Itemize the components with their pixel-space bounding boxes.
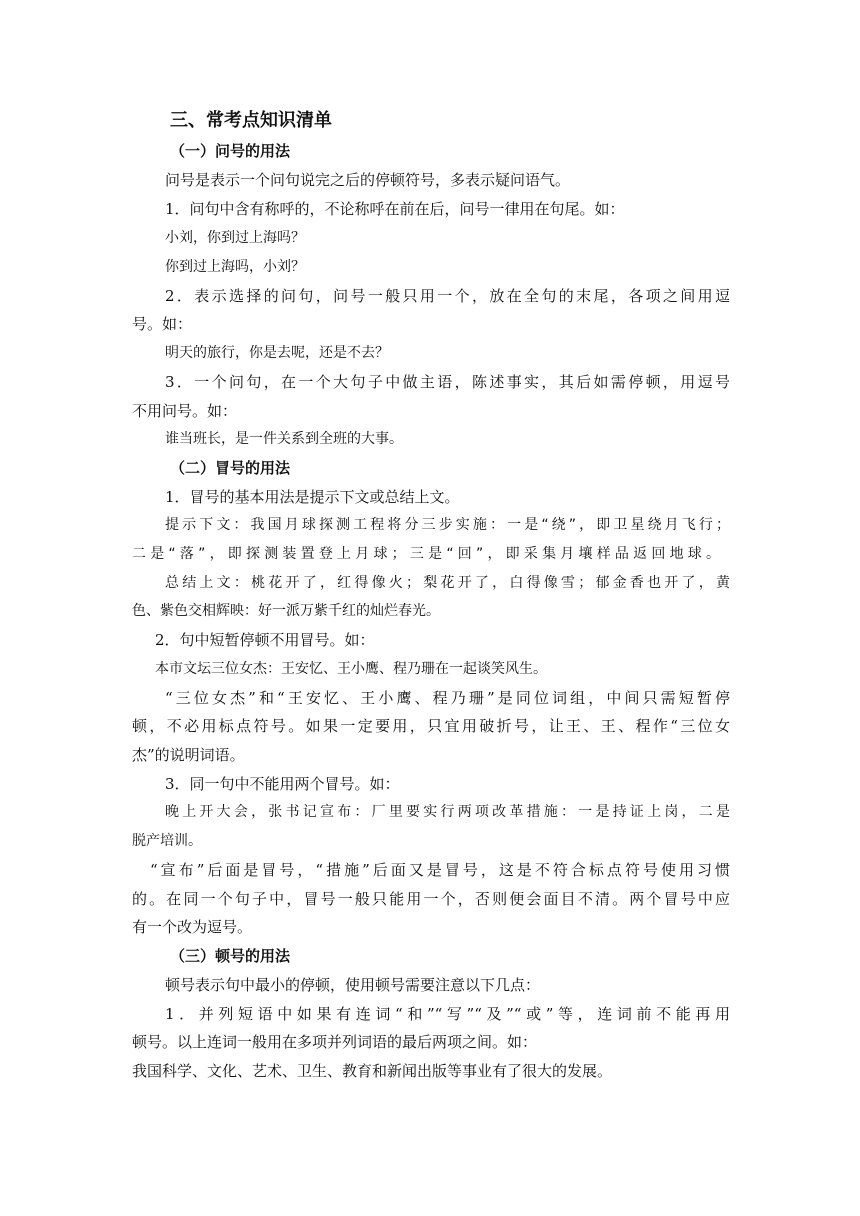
rule-item: 2．表示选择的问句，问号一般只用一个，放在全句的末尾，各项之间用逗 (165, 287, 730, 305)
page-title: 三、常考点知识清单 (170, 110, 332, 131)
rule-item-continued: 顿号。以上连词一般用在多项并列词语的最后两项之间。如： (132, 1033, 538, 1051)
example-sentence: 谁当班长，是一件关系到全班的大事。 (165, 431, 403, 447)
paragraph: “三位女杰”和“王安忆、王小鹰、程乃珊”是同位词组，中间只需短暂停 (165, 689, 730, 707)
rule-item-continued: 号。如： (132, 315, 193, 333)
example-sentence: 总结上文：桃花开了，红得像火；梨花开了，白得像雪；郁金香也开了，黄 (165, 575, 730, 591)
rule-item: 3．一个问句，在一个大句子中做主语，陈述事实，其后如需停顿，用逗号 (165, 373, 730, 391)
rule-item: 1．问句中含有称呼的，不论称呼在前在后，问号一律用在句尾。如： (165, 200, 625, 218)
rule-item: 1．冒号的基本用法是提示下文或总结上文。 (165, 488, 460, 506)
example-sentence: 晚上开大会，张书记宣布：厂里要实行两项改革措施：一是持证上岗，二是 (165, 804, 730, 820)
example-sentence: 小刘，你到过上海吗？ (165, 230, 305, 246)
example-sentence: 明天的旅行，你是去呢，还是不去？ (165, 345, 389, 361)
section-heading-colon: （二）冒号的用法 (170, 459, 291, 477)
section-heading-question-mark: （一）问号的用法 (170, 142, 291, 160)
section-heading-enum-comma: （三）顿号的用法 (170, 947, 291, 965)
example-sentence: 你到过上海吗，小刘？ (165, 259, 305, 275)
paragraph-continued: 杰”的说明词语。 (132, 746, 245, 764)
example-sentence-continued: 二是“落”，即探测装置登上月球；三是“回”，即采集月壤样品返回地球。 (132, 546, 720, 562)
paragraph: 问号是表示一个问句说完之后的停顿符号，多表示疑问语气。 (165, 171, 571, 189)
example-sentence-continued: 脱产培训。 (132, 833, 202, 849)
paragraph: 顿号表示句中最小的停顿，使用顿号需要注意以下几点： (165, 976, 541, 994)
rule-item: 2．句中短暂停顿不用冒号。如： (155, 631, 375, 649)
rule-item: 1．并列短语中如果有连词“和”“写”“及”“或”等，连词前不能再用 (165, 1005, 730, 1023)
example-sentence: 我国科学、文化、艺术、卫生、教育和新闻出版等事业有了很大的发展。 (132, 1062, 613, 1080)
paragraph: “宣布”后面是冒号，“措施”后面又是冒号，这是不符合标点符号使用习惯 (150, 861, 730, 879)
rule-item-continued: 不用问号。如： (132, 402, 238, 420)
paragraph-continued: 有一个改为逗号。 (132, 918, 253, 936)
paragraph-continued: 顿，不必用标点符号。如果一定要用，只宜用破折号，让王、王、程作“三位女 (132, 717, 730, 735)
paragraph-continued: 的。在同一个句子中，冒号一般只能用一个，否则便会面目不清。两个冒号中应 (132, 890, 730, 908)
example-sentence: 本市文坛三位女杰：王安忆、王小鹰、程乃珊在一起谈笑风生。 (155, 661, 547, 677)
example-sentence: 提示下文：我国月球探测工程将分三步实施：一是“绕”，即卫星绕月飞行； (165, 517, 730, 533)
example-sentence-continued: 色、紫色交相辉映：好一派万紫千红的灿烂春光。 (132, 603, 440, 619)
rule-item: 3．同一句中不能用两个冒号。如： (165, 775, 400, 793)
